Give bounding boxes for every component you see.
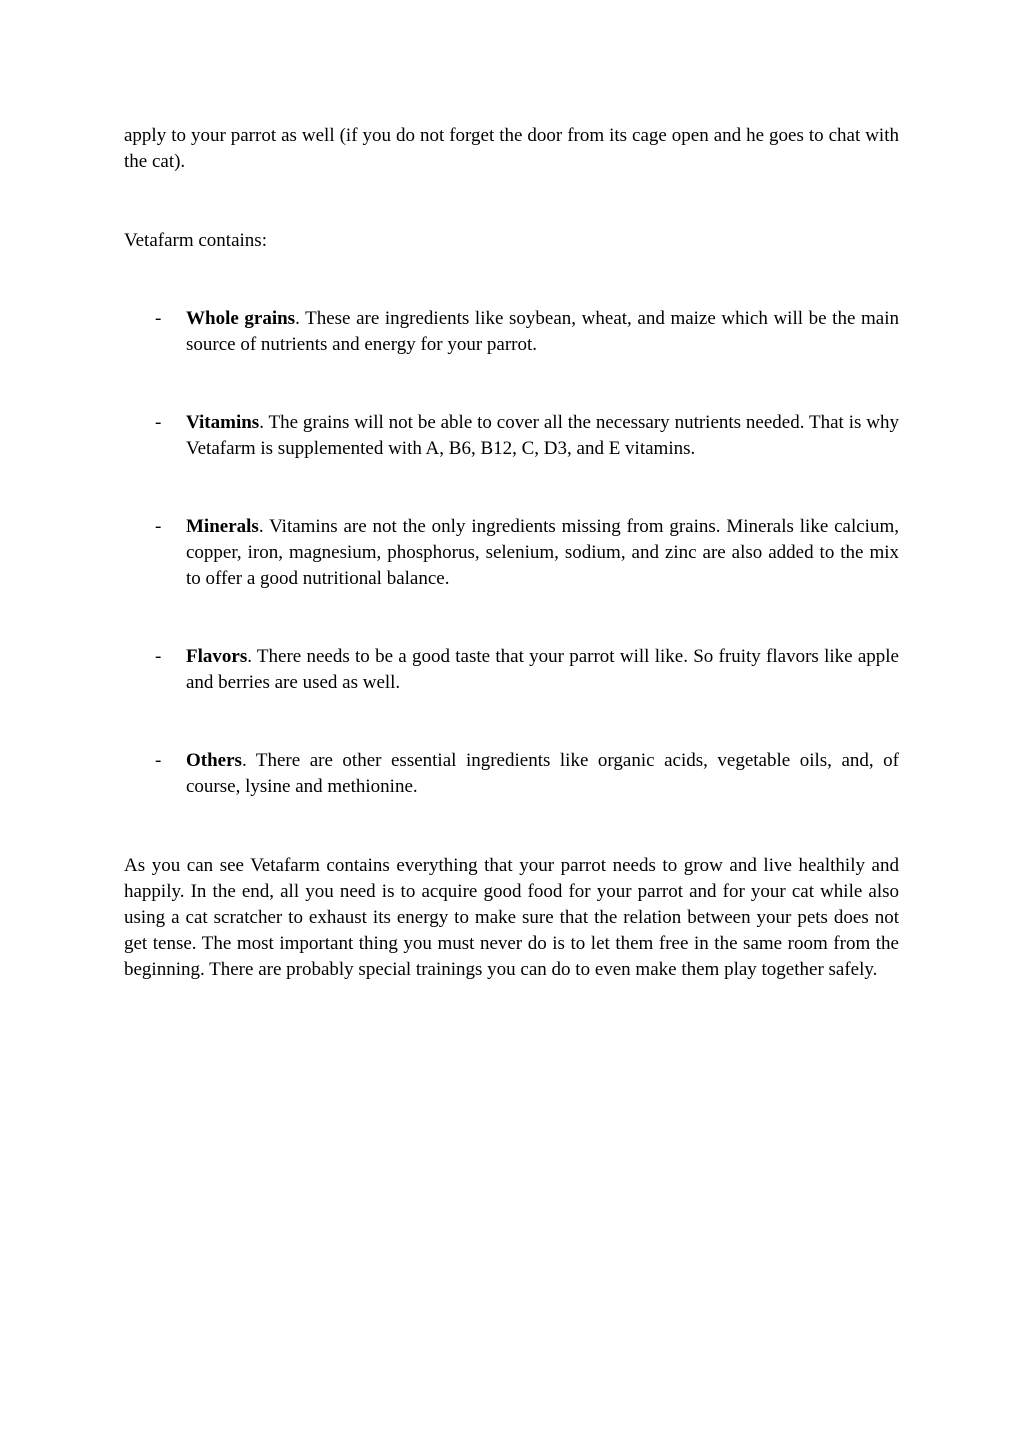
list-marker: -: [155, 516, 162, 537]
list-item-term: Flavors: [186, 646, 248, 667]
list-item-text: . These are ingredients like soybean, wheat, and maize which will be the main source of nutrients and energy for your parrot.: [186, 308, 899, 355]
list-marker: -: [155, 308, 162, 329]
list-item-text: . There are other essential ingredients like organic acids, vegetable oils, and, of course, lysine and methionine.: [186, 750, 899, 797]
list-item-text: . Vitamins are not the only ingredients missing from grains. Minerals like calcium, copper, iron, magnesium, phosphorus, selenium, sodium, and zinc are also added to the mix to offer a good nutritional balance.: [186, 516, 899, 589]
intro-paragraph: apply to your parrot as well (if you do not forget the door from its cage open and he goes to chat with the cat).: [124, 125, 899, 172]
list-item-term: Others: [186, 750, 242, 771]
contains-heading: Vetafarm contains:: [124, 230, 267, 251]
list-item-term: Minerals: [186, 516, 259, 537]
closing-paragraph: As you can see Vetafarm contains everything that your parrot needs to grow and live healthily and happily. In the end, all you need is to acquire good food for your parrot and for your cat while also using a cat scratcher to exhaust its energy to make sure that the relation between your pets does not get tense. The most important thing you must never do is to let them free in the same room from the beginning. There are probably special trainings you can do to even make them play together safely.: [124, 855, 899, 980]
list-marker: -: [155, 750, 162, 771]
list-item-text: . The grains will not be able to cover all the necessary nutrients needed. That is why Vetafarm is supplemented with A, B6, B12, C, D3, and E vitamins.: [186, 412, 899, 459]
list-marker: -: [155, 646, 162, 667]
list-item-body: [186, 410, 899, 462]
list-item-term: Whole grains: [186, 308, 296, 329]
list-item-body: [186, 514, 899, 592]
list-marker: -: [155, 412, 162, 433]
list-item-body: [186, 644, 899, 696]
list-item-text: . There needs to be a good taste that your parrot will like. So fruity flavors like apple and berries are used as well.: [186, 646, 899, 693]
list-item-body: [186, 748, 899, 800]
list-item-body: [186, 306, 899, 358]
list-item-term: Vitamins: [186, 412, 260, 433]
